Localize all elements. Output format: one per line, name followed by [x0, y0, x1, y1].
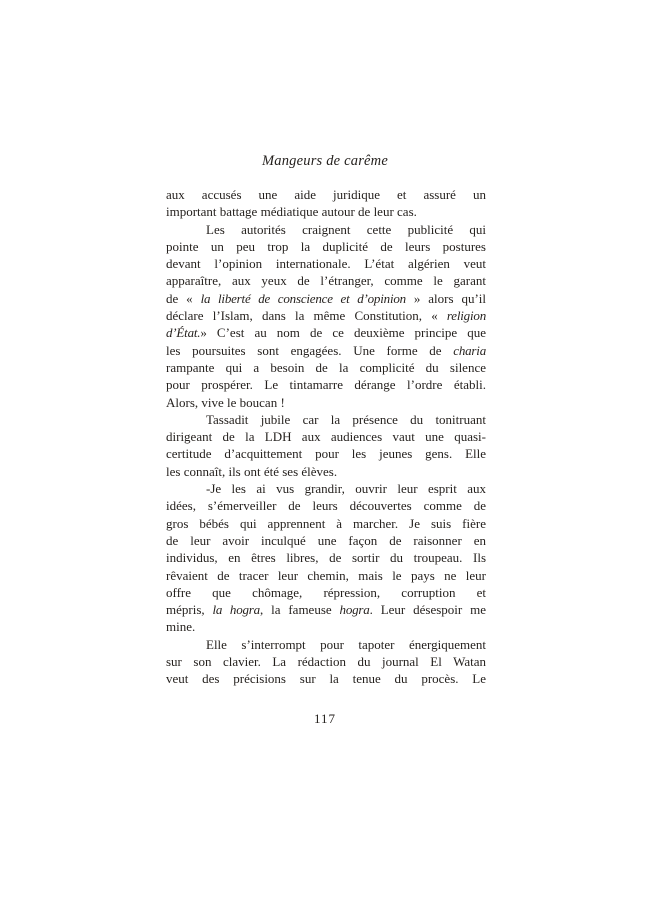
text-run: sur son clavier. La rédaction du journal El Watan: [166, 654, 486, 670]
text-run: idées, s’émerveiller de leurs découvertes comme de: [166, 498, 486, 514]
text-line: [166, 515, 486, 532]
text-run: Les autorités craignent cette publicité qui: [206, 221, 486, 237]
text-line: [166, 238, 486, 255]
text-run: Alors, vive le boucan !: [166, 394, 285, 410]
text-run: » C’est au nom de ce deuxième principe que: [200, 325, 486, 341]
text-line: [166, 445, 486, 462]
text-run: dirigeant de la LDH aux audiences vaut une quasi-: [166, 429, 486, 445]
text-line: [166, 324, 486, 341]
text-run: mépris,: [166, 602, 213, 618]
running-header: Mangeurs de carême: [261, 153, 388, 169]
italic-text-run: la liberté de conscience et d’opinion: [200, 290, 406, 306]
text-run: pour prospérer. Le tintamarre dérange l’ordre établi.: [166, 377, 486, 393]
text-run: rampante qui a besoin de la complicité du silence: [166, 359, 486, 375]
italic-text-run: religion: [446, 308, 486, 324]
text-run: de «: [166, 290, 201, 306]
text-line: [166, 636, 486, 653]
text-run: de leur avoir inculqué une façon de raisonner en: [166, 532, 486, 548]
text-line: [166, 428, 486, 445]
italic-text-run: la hogra: [212, 602, 260, 618]
text-line: [166, 272, 486, 289]
text-line: [166, 497, 486, 514]
text-line: [166, 359, 486, 376]
text-run: déclare l’Islam, dans la même Constitution, «: [166, 308, 447, 324]
text-line: [166, 411, 486, 428]
text-line: [166, 307, 486, 324]
text-run: aux accusés une aide juridique et assuré un: [166, 187, 486, 202]
text-line: [166, 480, 486, 497]
text-line: [166, 376, 486, 393]
body-text: [166, 186, 486, 688]
text-run: mine.: [166, 619, 196, 635]
italic-text-run: d’État.: [166, 325, 201, 341]
text-run: important battage médiatique autour de leur cas.: [166, 204, 417, 220]
text-run: » alors qu’il: [405, 290, 486, 306]
text-line: [166, 601, 486, 618]
text-run: les connaît, ils ont été ses élèves.: [166, 463, 338, 479]
text-line: [166, 255, 486, 272]
text-run: individus, en êtres libres, de sortir du troupeau. Ils: [166, 550, 486, 566]
text-run: rêvaient de tracer leur chemin, mais le pays ne leur: [166, 567, 486, 583]
text-run: pointe un peu trop la duplicité de leurs postures: [166, 238, 486, 254]
text-line: [166, 567, 486, 584]
text-run: apparaître, aux yeux de l’étranger, comme le garant: [166, 273, 486, 289]
text-line: [166, 549, 486, 566]
text-run: les poursuites sont engagées. Une forme de: [166, 342, 454, 358]
text-line: [166, 618, 486, 635]
text-run: veut des précisions sur la tenue du procès. Le: [166, 671, 486, 687]
italic-text-run: hogra: [339, 602, 370, 618]
text-run: offre que chômage, répression, corruption et: [166, 584, 486, 600]
text-line: [166, 463, 486, 480]
text-line: [166, 394, 486, 411]
text-run: Tassadit jubile car la présence du tonitruant: [206, 411, 486, 427]
text-line: [166, 342, 486, 359]
text-run: . Leur désespoir me: [369, 602, 486, 618]
text-run: -Je les ai vus grandir, ouvrir leur esprit aux: [206, 481, 486, 497]
text-line: [166, 532, 486, 549]
text-run: Elle s’interrompt pour tapoter énergiquement: [206, 636, 486, 652]
text-run: , la fameuse: [259, 602, 340, 618]
text-line: [166, 584, 486, 601]
text-line: [166, 221, 486, 238]
italic-text-run: charia: [453, 342, 486, 358]
text-run: devant l’opinion internationale. L’état algérien veut: [166, 256, 486, 272]
text-line: [166, 186, 486, 203]
text-line: [166, 670, 486, 687]
text-run: certitude d’acquittement pour les jeunes gens. Elle: [166, 446, 486, 462]
text-run: gros bébés qui apprennent à marcher. Je suis fière: [166, 515, 486, 531]
text-line: [166, 203, 486, 220]
text-line: [166, 290, 486, 307]
page-number: 117: [313, 711, 337, 726]
text-line: [166, 653, 486, 670]
